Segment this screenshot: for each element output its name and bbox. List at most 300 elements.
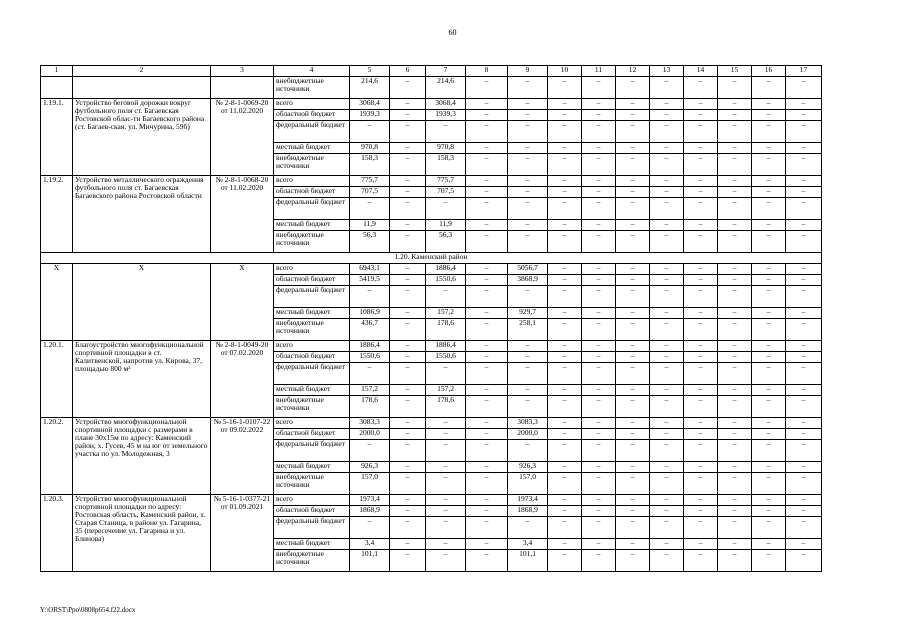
value-cell: – [548, 440, 582, 462]
value-cell: – [390, 352, 426, 363]
value-cell: – [752, 396, 786, 418]
item-document: № 2-8-1-0049-20 от 07.02.2020 [211, 341, 274, 418]
value-cell: – [390, 231, 426, 253]
column-header: 1 [41, 66, 73, 77]
value-cell: – [350, 363, 390, 385]
value-cell: – [508, 231, 548, 253]
value-cell: – [582, 99, 616, 110]
item-document: № 2-8-1-0069-20 от 11.02.2020 [211, 99, 274, 176]
source-label: местный бюджет [274, 385, 350, 396]
value-cell: – [426, 363, 466, 385]
item-number: 1.20.3. [41, 495, 73, 572]
value-cell: – [752, 352, 786, 363]
source-label: всего [274, 495, 350, 506]
value-cell: – [752, 429, 786, 440]
value-cell: – [548, 385, 582, 396]
value-cell: – [752, 385, 786, 396]
value-cell: – [426, 495, 466, 506]
value-cell: – [508, 286, 548, 308]
value-cell: – [426, 418, 466, 429]
value-cell: – [752, 418, 786, 429]
value-cell: – [616, 517, 650, 539]
value-cell: – [548, 77, 582, 99]
value-cell: – [684, 110, 718, 121]
value-cell: – [466, 352, 508, 363]
value-cell: – [650, 506, 684, 517]
value-cell: – [684, 187, 718, 198]
value-cell: – [786, 275, 822, 286]
value-cell: – [684, 176, 718, 187]
value-cell: – [390, 264, 426, 275]
value-cell: – [548, 231, 582, 253]
value-cell: – [786, 121, 822, 143]
value-cell: – [548, 506, 582, 517]
value-cell: – [390, 517, 426, 539]
value-cell: – [752, 121, 786, 143]
source-label: внебюджетные источники [274, 550, 350, 572]
value-cell: – [650, 308, 684, 319]
value-cell: – [718, 341, 752, 352]
value-cell: – [508, 352, 548, 363]
value-cell: – [582, 77, 616, 99]
value-cell: – [390, 308, 426, 319]
value-cell: – [786, 176, 822, 187]
value-cell: 3068,4 [350, 99, 390, 110]
value-cell: – [508, 143, 548, 154]
value-cell: – [616, 264, 650, 275]
table-cell [211, 77, 274, 99]
value-cell: – [684, 77, 718, 99]
value-cell: – [548, 319, 582, 341]
source-label: федеральный бюджет [274, 363, 350, 385]
value-cell: – [390, 176, 426, 187]
value-cell: – [650, 264, 684, 275]
value-cell: – [582, 385, 616, 396]
value-cell: – [466, 363, 508, 385]
source-label: федеральный бюджет [274, 121, 350, 143]
table-cell [41, 77, 73, 99]
source-label: областной бюджет [274, 429, 350, 440]
value-cell: – [548, 264, 582, 275]
value-cell: – [616, 275, 650, 286]
value-cell: 1939,3 [426, 110, 466, 121]
value-cell: – [548, 308, 582, 319]
value-cell: – [466, 440, 508, 462]
value-cell: – [548, 517, 582, 539]
value-cell: – [718, 506, 752, 517]
value-cell: – [426, 462, 466, 473]
value-cell: 1939,3 [350, 110, 390, 121]
value-cell: – [718, 121, 752, 143]
value-cell: 101,1 [508, 550, 548, 572]
value-cell: – [786, 440, 822, 462]
header-row [41, 66, 822, 77]
value-cell: – [684, 539, 718, 550]
value-cell: – [390, 154, 426, 176]
value-cell: – [718, 363, 752, 385]
source-label: внебюджетные источники [274, 396, 350, 418]
item-number: 1.19.2. [41, 176, 73, 253]
item-name: Устройство металлического ограждения футбольного поля ст. Багаевская Багаевского района Ростовской области [73, 176, 211, 253]
value-cell: – [786, 385, 822, 396]
value-cell: 1086,9 [350, 308, 390, 319]
source-label: федеральный бюджет [274, 198, 350, 220]
value-cell: – [548, 154, 582, 176]
value-cell: – [786, 517, 822, 539]
value-cell: – [786, 506, 822, 517]
value-cell: – [684, 198, 718, 220]
value-cell: – [390, 363, 426, 385]
source-label: внебюджетные источники [274, 319, 350, 341]
value-cell: – [582, 363, 616, 385]
value-cell: – [650, 473, 684, 495]
value-cell: – [508, 396, 548, 418]
value-cell: – [786, 154, 822, 176]
value-cell: – [508, 198, 548, 220]
value-cell: – [582, 154, 616, 176]
value-cell: – [786, 418, 822, 429]
value-cell: – [650, 429, 684, 440]
value-cell: 5056,7 [508, 264, 548, 275]
value-cell: – [752, 539, 786, 550]
item-name: Устройство беговой дорожки вокруг футбольного поля ст. Багаевская Ростовской облас-ти Багаевского района (ст. Багаев-ская, ул. Мичурина, 59б) [73, 99, 211, 176]
source-label: местный бюджет [274, 220, 350, 231]
value-cell: – [466, 176, 508, 187]
value-cell: – [548, 429, 582, 440]
value-cell: – [350, 121, 390, 143]
value-cell: – [684, 275, 718, 286]
source-label: федеральный бюджет [274, 517, 350, 539]
value-cell: – [582, 550, 616, 572]
value-cell: – [548, 143, 582, 154]
value-cell: – [508, 176, 548, 187]
value-cell: 3868,9 [508, 275, 548, 286]
value-cell: 157,2 [426, 385, 466, 396]
value-cell: – [718, 517, 752, 539]
value-cell: – [466, 143, 508, 154]
value-cell: – [426, 517, 466, 539]
value-cell: – [582, 275, 616, 286]
value-cell: – [466, 429, 508, 440]
value-cell: – [650, 110, 684, 121]
value-cell: – [548, 396, 582, 418]
value-cell: – [390, 220, 426, 231]
value-cell: – [650, 220, 684, 231]
value-cell: – [582, 462, 616, 473]
value-cell: – [786, 187, 822, 198]
value-cell: – [616, 440, 650, 462]
value-cell: – [684, 440, 718, 462]
value-cell: – [752, 143, 786, 154]
value-cell: – [616, 418, 650, 429]
source-label: федеральный бюджет [274, 286, 350, 308]
value-cell: 157,2 [426, 308, 466, 319]
value-cell: – [548, 539, 582, 550]
value-cell: 926,3 [350, 462, 390, 473]
value-cell: – [616, 429, 650, 440]
value-cell: – [616, 176, 650, 187]
value-cell: – [548, 341, 582, 352]
value-cell: – [466, 539, 508, 550]
value-cell: – [426, 286, 466, 308]
value-cell: – [466, 418, 508, 429]
value-cell: – [426, 429, 466, 440]
value-cell: – [616, 396, 650, 418]
value-cell: – [786, 77, 822, 99]
value-cell: – [650, 143, 684, 154]
source-label: всего [274, 341, 350, 352]
value-cell: 1886,4 [426, 264, 466, 275]
item-name: X [73, 264, 211, 341]
value-cell: – [582, 319, 616, 341]
value-cell: – [718, 352, 752, 363]
value-cell: – [616, 187, 650, 198]
table-row [41, 264, 822, 275]
value-cell: – [786, 143, 822, 154]
value-cell: – [466, 264, 508, 275]
value-cell: 3083,3 [508, 418, 548, 429]
value-cell: – [718, 264, 752, 275]
value-cell: – [752, 77, 786, 99]
value-cell: – [752, 264, 786, 275]
value-cell: – [616, 286, 650, 308]
value-cell: – [786, 110, 822, 121]
value-cell: – [650, 418, 684, 429]
value-cell: 1973,4 [350, 495, 390, 506]
value-cell: 258,1 [508, 319, 548, 341]
value-cell: – [390, 99, 426, 110]
value-cell: – [548, 275, 582, 286]
value-cell: – [684, 264, 718, 275]
value-cell: – [390, 77, 426, 99]
source-label: областной бюджет [274, 110, 350, 121]
value-cell: – [786, 308, 822, 319]
item-number: 1.20.1. [41, 341, 73, 418]
value-cell: – [718, 77, 752, 99]
item-number: 1.19.1. [41, 99, 73, 176]
value-cell: – [616, 198, 650, 220]
value-cell: – [718, 550, 752, 572]
value-cell: – [752, 440, 786, 462]
value-cell: 178,6 [426, 319, 466, 341]
source-label: федеральный бюджет [274, 440, 350, 462]
value-cell: – [650, 154, 684, 176]
value-cell: – [390, 539, 426, 550]
value-cell: – [718, 275, 752, 286]
source-label: всего [274, 264, 350, 275]
value-cell: 56,3 [426, 231, 466, 253]
source-label: областной бюджет [274, 352, 350, 363]
value-cell: 214,6 [350, 77, 390, 99]
value-cell: – [684, 385, 718, 396]
value-cell: – [582, 110, 616, 121]
source-label: внебюджетные источники [274, 77, 350, 99]
item-name: Устройство многофункциональной спортивной площадки по адресу: Ростовская область, Каменский район, х. Старая Станица, в районе ул. Гагарина, 35 (пересечение ул. Гагарина и ул. Блинова) [73, 495, 211, 572]
value-cell: – [466, 550, 508, 572]
value-cell: – [548, 110, 582, 121]
value-cell: – [390, 473, 426, 495]
value-cell: – [426, 121, 466, 143]
value-cell: – [786, 264, 822, 275]
value-cell: 178,6 [426, 396, 466, 418]
value-cell: – [582, 440, 616, 462]
value-cell: – [650, 99, 684, 110]
value-cell: – [350, 440, 390, 462]
value-cell: – [582, 143, 616, 154]
value-cell: – [508, 363, 548, 385]
value-cell: – [650, 550, 684, 572]
value-cell: – [718, 308, 752, 319]
value-cell: – [508, 440, 548, 462]
value-cell: – [786, 429, 822, 440]
value-cell: – [616, 99, 650, 110]
value-cell: 1886,4 [426, 341, 466, 352]
value-cell: – [616, 495, 650, 506]
column-header: 11 [582, 66, 616, 77]
value-cell: – [582, 231, 616, 253]
value-cell: 3,4 [508, 539, 548, 550]
value-cell: – [718, 176, 752, 187]
value-cell: – [582, 429, 616, 440]
value-cell: – [466, 121, 508, 143]
value-cell: – [684, 352, 718, 363]
value-cell: – [650, 352, 684, 363]
value-cell: – [508, 99, 548, 110]
item-document: № 2-8-1-0068-20 от 11.02.2020 [211, 176, 274, 253]
value-cell: – [752, 286, 786, 308]
value-cell: – [548, 352, 582, 363]
value-cell: 2000,0 [350, 429, 390, 440]
value-cell: 158,3 [426, 154, 466, 176]
value-cell: – [650, 495, 684, 506]
value-cell: – [752, 341, 786, 352]
value-cell: – [466, 154, 508, 176]
source-label: внебюджетные источники [274, 154, 350, 176]
source-label: местный бюджет [274, 308, 350, 319]
value-cell: 101,1 [350, 550, 390, 572]
value-cell: – [508, 154, 548, 176]
value-cell: – [548, 363, 582, 385]
value-cell: – [718, 440, 752, 462]
value-cell: – [650, 319, 684, 341]
value-cell: – [466, 462, 508, 473]
value-cell: – [650, 440, 684, 462]
value-cell: – [582, 286, 616, 308]
value-cell: – [650, 363, 684, 385]
value-cell: – [752, 176, 786, 187]
value-cell: – [616, 319, 650, 341]
value-cell: – [466, 198, 508, 220]
column-header: 17 [786, 66, 822, 77]
value-cell: – [390, 462, 426, 473]
source-label: местный бюджет [274, 462, 350, 473]
value-cell: – [548, 286, 582, 308]
value-cell: – [752, 110, 786, 121]
section-row [41, 253, 822, 264]
column-header: 2 [73, 66, 211, 77]
value-cell: – [582, 176, 616, 187]
value-cell: – [718, 539, 752, 550]
value-cell: – [466, 110, 508, 121]
source-label: всего [274, 99, 350, 110]
value-cell: – [786, 473, 822, 495]
value-cell: – [466, 506, 508, 517]
value-cell: – [548, 550, 582, 572]
value-cell: 1868,9 [508, 506, 548, 517]
column-header: 13 [650, 66, 684, 77]
value-cell: – [718, 220, 752, 231]
value-cell: – [616, 506, 650, 517]
value-cell: – [718, 286, 752, 308]
value-cell: – [684, 143, 718, 154]
value-cell: – [582, 352, 616, 363]
value-cell: – [616, 352, 650, 363]
column-header: 5 [350, 66, 390, 77]
value-cell: 214,6 [426, 77, 466, 99]
source-label: областной бюджет [274, 187, 350, 198]
value-cell: – [684, 550, 718, 572]
value-cell: – [616, 385, 650, 396]
value-cell: – [786, 352, 822, 363]
column-header: 8 [466, 66, 508, 77]
value-cell: – [390, 121, 426, 143]
value-cell: – [466, 77, 508, 99]
value-cell: – [548, 418, 582, 429]
value-cell: – [390, 396, 426, 418]
value-cell: – [582, 418, 616, 429]
value-cell: 1550,6 [426, 275, 466, 286]
value-cell: – [718, 495, 752, 506]
value-cell: – [508, 121, 548, 143]
value-cell: – [466, 473, 508, 495]
value-cell: – [390, 495, 426, 506]
page-number: 60 [448, 28, 457, 37]
value-cell: – [582, 264, 616, 275]
value-cell: – [548, 220, 582, 231]
value-cell: 178,6 [350, 396, 390, 418]
value-cell: 1868,9 [350, 506, 390, 517]
value-cell: – [390, 385, 426, 396]
value-cell: – [508, 187, 548, 198]
value-cell: – [786, 462, 822, 473]
value-cell: 3083,3 [350, 418, 390, 429]
value-cell: – [466, 385, 508, 396]
value-cell: – [548, 187, 582, 198]
value-cell: – [684, 363, 718, 385]
value-cell: – [786, 99, 822, 110]
value-cell: – [752, 198, 786, 220]
value-cell: – [718, 385, 752, 396]
value-cell: – [350, 517, 390, 539]
item-document: X [211, 264, 274, 341]
value-cell: – [684, 429, 718, 440]
value-cell: 1886,4 [350, 341, 390, 352]
value-cell: 2000,0 [508, 429, 548, 440]
value-cell: – [752, 319, 786, 341]
column-header: 7 [426, 66, 466, 77]
value-cell: – [616, 110, 650, 121]
value-cell: – [466, 99, 508, 110]
value-cell: – [548, 99, 582, 110]
value-cell: – [466, 220, 508, 231]
value-cell: – [466, 286, 508, 308]
value-cell: – [548, 495, 582, 506]
value-cell: – [752, 517, 786, 539]
value-cell: – [390, 440, 426, 462]
value-cell: – [426, 198, 466, 220]
value-cell: – [786, 319, 822, 341]
value-cell: – [752, 99, 786, 110]
